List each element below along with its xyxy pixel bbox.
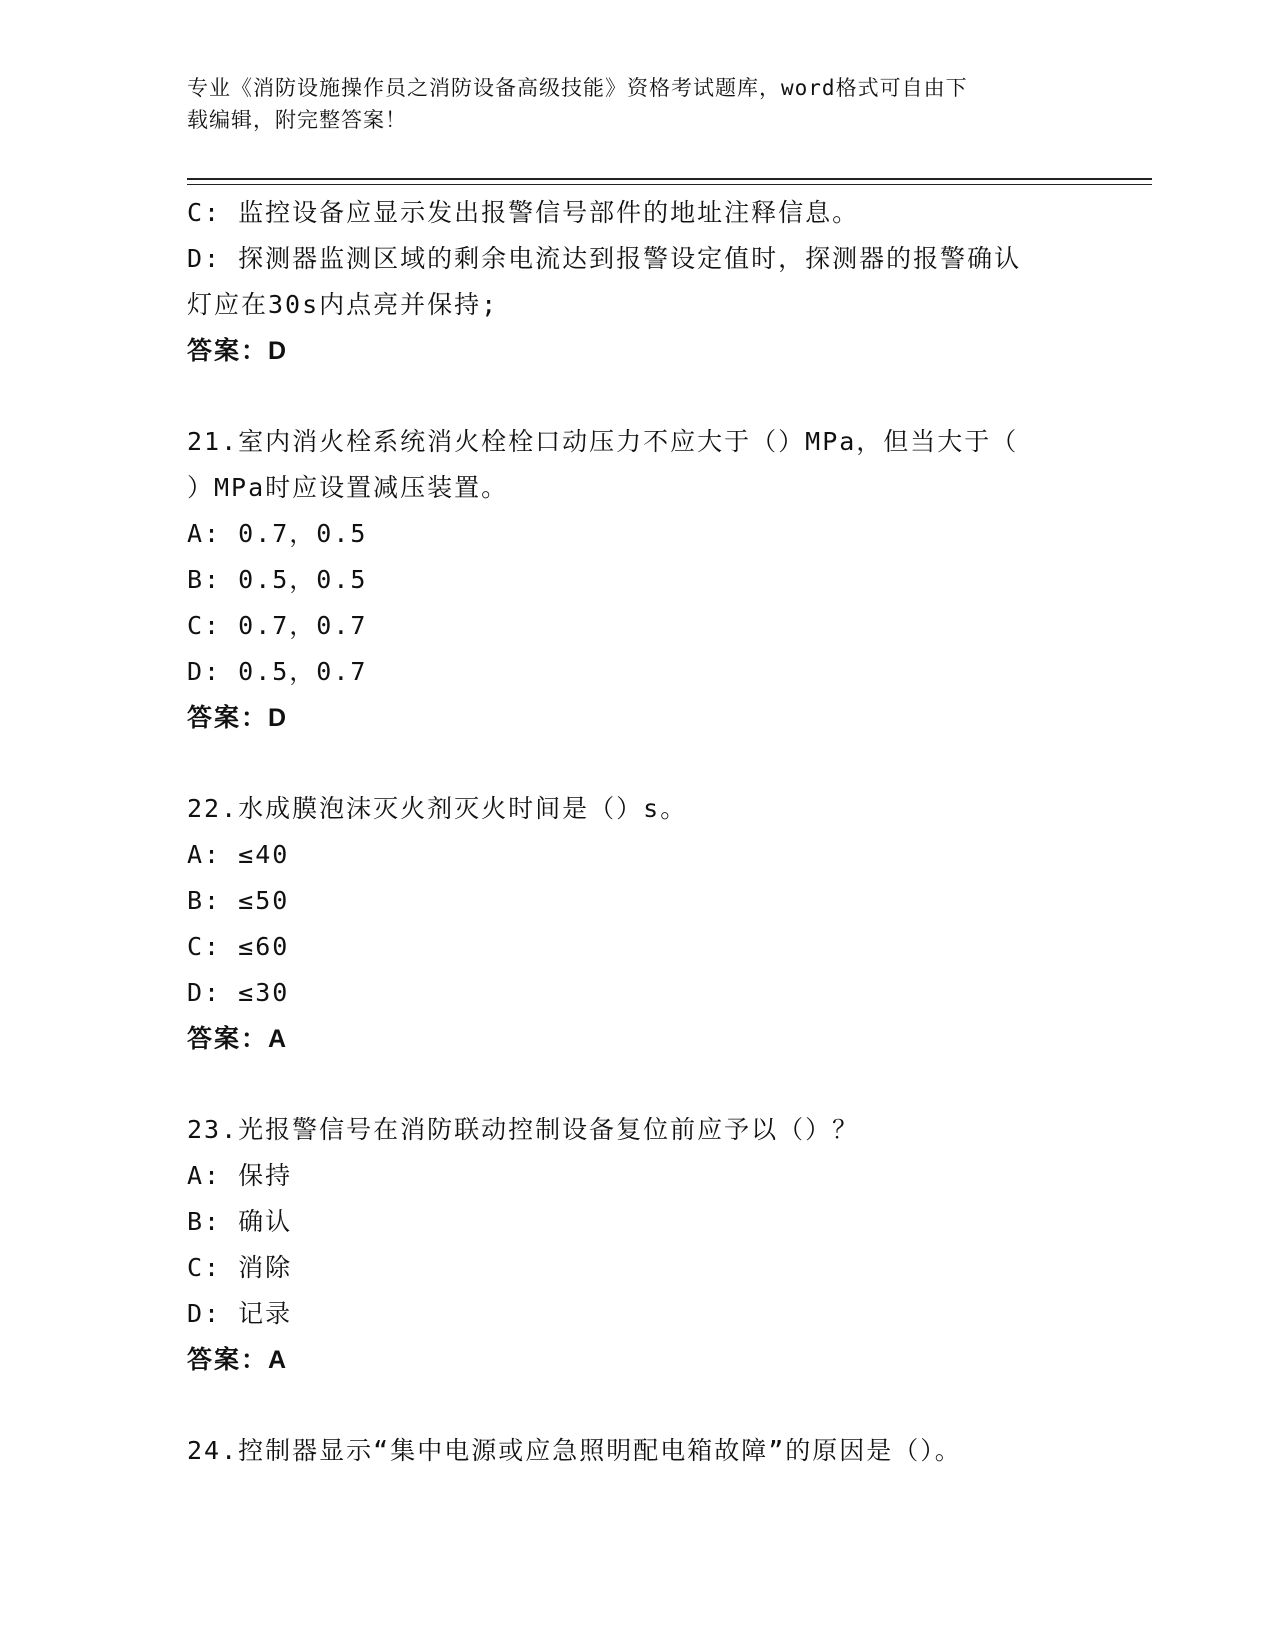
- question-stem: 24.控制器显示“集中电源或应急照明配电箱故障”的原因是（）。: [187, 1436, 962, 1465]
- spacer: [187, 374, 1087, 419]
- option-a: A: 0.7，0.5: [187, 519, 368, 548]
- option-d: D: 0.5，0.7: [187, 657, 368, 686]
- option-d: D: 记录: [187, 1299, 293, 1328]
- question-22: [187, 786, 1087, 1062]
- option-d-continued: 灯应在30s内点亮并保持;: [187, 290, 499, 319]
- question-stem-continued: ）MPa时应设置减压装置。: [187, 473, 509, 502]
- option-b: B: 0.5，0.5: [187, 565, 368, 594]
- header-divider-thick: [187, 178, 1152, 180]
- option-b: B: 确认: [187, 1207, 293, 1236]
- question-stem: 23.光报警信号在消防联动控制设备复位前应予以（）？: [187, 1115, 860, 1144]
- option-c: C: ≤60: [187, 932, 290, 961]
- option-d: D: 探测器监测区域的剩余电流达到报警设定值时，探测器的报警确认: [187, 244, 1022, 273]
- header-line-1: 专业《消防设施操作员之消防设备高级技能》资格考试题库，word格式可自由下: [187, 76, 968, 100]
- question-content: [187, 190, 1087, 1474]
- spacer: [187, 741, 1087, 786]
- option-d: D: ≤30: [187, 978, 290, 1007]
- previous-question-block: [187, 190, 1087, 374]
- spacer: [187, 1383, 1087, 1428]
- question-24: [187, 1428, 1087, 1474]
- option-c: C: 监控设备应显示发出报警信号部件的地址注释信息。: [187, 198, 860, 227]
- answer: 答案：A: [187, 1346, 289, 1374]
- document-header: [187, 72, 1077, 136]
- option-a: A: 保持: [187, 1161, 293, 1190]
- option-c: C: 0.7，0.7: [187, 611, 368, 640]
- answer: 答案：D: [187, 337, 289, 365]
- question-stem: 22.水成膜泡沫灭火剂灭火时间是（）s。: [187, 794, 688, 823]
- header-divider-thin: [187, 184, 1152, 185]
- question-21: [187, 419, 1087, 741]
- option-c: C: 消除: [187, 1253, 293, 1282]
- option-a: A: ≤40: [187, 840, 290, 869]
- answer: 答案：A: [187, 1025, 289, 1053]
- question-23: [187, 1107, 1087, 1383]
- header-line-2: 载编辑，附完整答案！: [187, 108, 407, 132]
- question-stem: 21.室内消火栓系统消火栓栓口动压力不应大于（）MPa，但当大于（: [187, 427, 1019, 456]
- option-b: B: ≤50: [187, 886, 290, 915]
- spacer: [187, 1062, 1087, 1107]
- answer: 答案：D: [187, 704, 289, 732]
